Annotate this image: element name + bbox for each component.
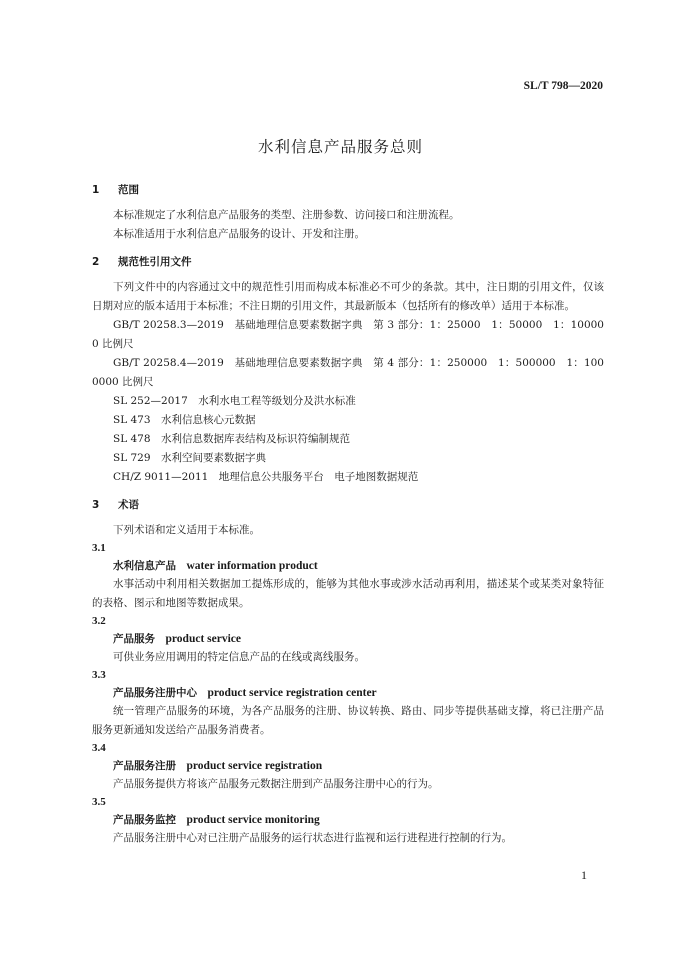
term-zh: 产品服务监控 xyxy=(113,814,176,826)
term-heading xyxy=(92,811,604,829)
reference-item: SL 478 水利信息数据库表结构及标识符编制规范 xyxy=(113,433,351,445)
term-zh: 产品服务注册 xyxy=(113,760,176,772)
reference-item: SL 252—2017 水利水电工程等级划分及洪水标准 xyxy=(113,395,356,407)
section-title: 范围 xyxy=(118,184,139,196)
term-entry xyxy=(92,740,604,794)
reference-item: GB/T 20258.4—2019 基础地理信息要素数据字典 第 4 部分：1：250000 1：500000 1：1000000 比例尺 xyxy=(92,357,604,388)
term-en: product service xyxy=(165,633,241,645)
term-en: water information product xyxy=(186,560,318,572)
section-title: 术语 xyxy=(118,499,139,511)
section-title: 规范性引用文件 xyxy=(118,256,192,268)
page-number: 1 xyxy=(581,868,587,882)
section-number: 1 xyxy=(92,184,100,196)
reference-item: CH/Z 9011—2011 地理信息公共服务平台 电子地图数据规范 xyxy=(113,471,419,483)
term-en: product service registration center xyxy=(207,687,377,699)
section-number: 2 xyxy=(92,256,100,268)
term-number: 3.3 xyxy=(92,669,106,681)
paragraph: 下列文件中的内容通过文中的规范性引用而构成本标准必不可少的条款。其中，注日期的引用文件，仅该日期对应的版本适用于本标准；不注日期的引用文件，其最新版本（包括所有的修改单）适用于本标准。 xyxy=(92,281,604,312)
section-number: 3 xyxy=(92,499,100,511)
standard-code: SL/T 798—2020 xyxy=(523,80,603,92)
term-definition: 统一管理产品服务的环境，为各产品服务的注册、协议转换、路由、同步等提供基础支撑，将已注册产品服务更新通知发送给产品服务消费者。 xyxy=(92,705,604,736)
term-entry xyxy=(92,667,604,740)
term-en: product service monitoring xyxy=(186,814,320,826)
term-zh: 产品服务 xyxy=(113,633,155,645)
term-definition: 产品服务注册中心对已注册产品服务的运行状态进行监视和运行进程进行控制的行为。 xyxy=(113,832,512,844)
reference-item: SL 729 水利空间要素数据字典 xyxy=(113,452,267,464)
document-title: 水利信息产品服务总则 xyxy=(257,138,423,156)
term-number: 3.4 xyxy=(92,742,106,754)
section-3-heading xyxy=(92,497,604,513)
term-definition: 可供业务应用调用的特定信息产品的在线或离线服务。 xyxy=(113,651,365,663)
paragraph: 本标准适用于水利信息产品服务的设计、开发和注册。 xyxy=(113,228,365,240)
section-1-heading xyxy=(92,182,604,198)
term-entry xyxy=(92,540,604,613)
term-heading xyxy=(92,684,604,702)
section-2-heading xyxy=(92,254,604,270)
term-number: 3.1 xyxy=(92,542,106,554)
term-zh: 产品服务注册中心 xyxy=(113,687,197,699)
paragraph: 本标准规定了水利信息产品服务的类型、注册参数、访问接口和注册流程。 xyxy=(113,209,460,221)
term-entry xyxy=(92,613,604,667)
term-en: product service registration xyxy=(186,760,323,772)
reference-item: GB/T 20258.3—2019 基础地理信息要素数据字典 第 3 部分：1：25000 1：50000 1：100000 比例尺 xyxy=(92,319,604,350)
paragraph: 下列术语和定义适用于本标准。 xyxy=(113,524,260,536)
term-heading xyxy=(92,557,604,575)
term-number: 3.5 xyxy=(92,796,106,808)
term-number: 3.2 xyxy=(92,615,106,627)
term-entry xyxy=(92,794,604,848)
term-heading xyxy=(92,757,604,775)
term-definition: 水事活动中利用相关数据加工提炼形成的，能够为其他水事或涉水活动再利用，描述某个或某类对象特征的表格、图示和地图等数据成果。 xyxy=(92,578,604,609)
reference-item: SL 473 水利信息核心元数据 xyxy=(113,414,256,426)
term-zh: 水利信息产品 xyxy=(113,560,176,572)
term-definition: 产品服务提供方将该产品服务元数据注册到产品服务注册中心的行为。 xyxy=(113,778,439,790)
term-heading xyxy=(92,630,604,648)
document-body xyxy=(92,172,604,848)
